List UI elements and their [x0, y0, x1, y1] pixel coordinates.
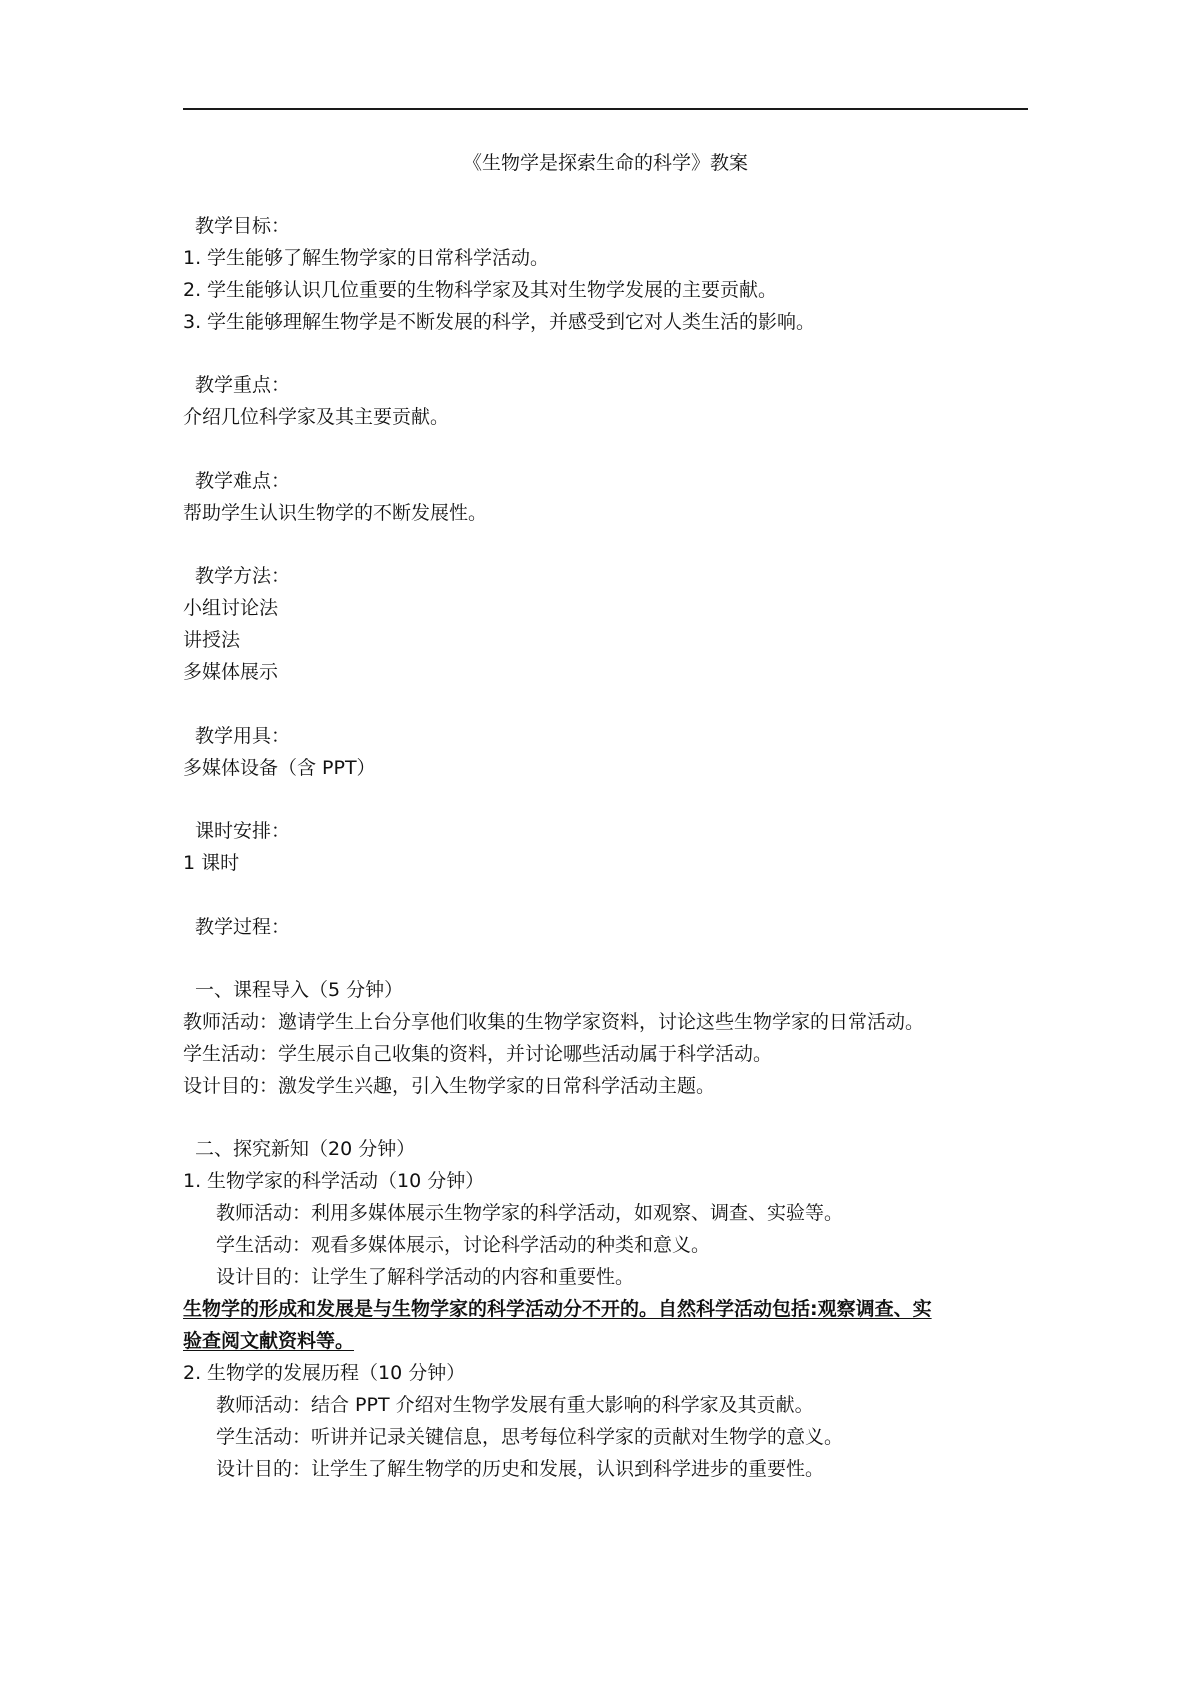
key-statement-line-1: 生物学的形成和发展是与生物学家的科学活动分不开的。自然科学活动包括:观察调查、实 — [183, 1298, 932, 1320]
part-2-student: 学生活动：听讲并记录关键信息，思考每位科学家的贡献对生物学的意义。 — [216, 1426, 844, 1448]
objective-number: 2. — [183, 279, 202, 301]
difficulty-text: 帮助学生认识生物学的不断发展性。 — [183, 502, 488, 524]
key-point-heading: 教学重点： — [195, 374, 291, 396]
objective-number: 1. — [183, 247, 202, 269]
methods-heading: 教学方法： — [195, 565, 291, 587]
section-1-heading: 一、课程导入（5 分钟） — [195, 979, 404, 1001]
method-item: 小组讨论法 — [183, 597, 279, 619]
part-title: 生物学的发展历程（10 分钟） — [207, 1362, 466, 1384]
objectives-heading: 教学目标： — [195, 215, 291, 237]
section-1-student: 学生活动：学生展示自己收集的资料，并讨论哪些活动属于科学活动。 — [183, 1043, 773, 1065]
section-2-heading: 二、探究新知（20 分钟） — [195, 1138, 416, 1160]
objective-text: 学生能够认识几位重要的生物科学家及其对生物学发展的主要贡献。 — [207, 279, 778, 301]
objective-item — [183, 244, 1043, 272]
method-item: 多媒体展示 — [183, 661, 279, 683]
section-1-purpose: 设计目的：激发学生兴趣，引入生物学家的日常科学活动主题。 — [183, 1075, 716, 1097]
part-1-teacher: 教师活动：利用多媒体展示生物学家的科学活动，如观察、调查、实验等。 — [216, 1202, 844, 1224]
objective-item — [183, 308, 1043, 336]
document-title: 《生物学是探索生命的科学》教案 — [462, 152, 748, 174]
tools-heading: 教学用具： — [195, 725, 291, 747]
objective-item — [183, 276, 1043, 304]
part-2-purpose: 设计目的：让学生了解生物学的历史和发展，认识到科学进步的重要性。 — [216, 1458, 825, 1480]
schedule-text: 1 课时 — [183, 852, 240, 874]
header-rule — [183, 108, 1028, 110]
part-number: 2. — [183, 1362, 202, 1384]
key-point-text: 介绍几位科学家及其主要贡献。 — [183, 406, 450, 428]
tools-text: 多媒体设备（含 PPT） — [183, 757, 376, 779]
part-1-purpose: 设计目的：让学生了解科学活动的内容和重要性。 — [216, 1266, 635, 1288]
part-title: 生物学家的科学活动（10 分钟） — [207, 1170, 485, 1192]
process-heading: 教学过程： — [195, 916, 291, 938]
schedule-heading: 课时安排： — [195, 820, 291, 842]
method-item: 讲授法 — [183, 629, 241, 651]
part-1-student: 学生活动：观看多媒体展示，讨论科学活动的种类和意义。 — [216, 1234, 711, 1256]
objective-text: 学生能够理解生物学是不断发展的科学，并感受到它对人类生活的影响。 — [207, 311, 816, 333]
key-statement-line-2: 验查阅文献资料等。 — [183, 1330, 355, 1352]
part-2-teacher: 教师活动：结合 PPT 介绍对生物学发展有重大影响的科学家及其贡献。 — [216, 1394, 814, 1416]
section-1-teacher: 教师活动：邀请学生上台分享他们收集的生物学家资料，讨论这些生物学家的日常活动。 — [183, 1011, 925, 1033]
difficulty-heading: 教学难点： — [195, 470, 291, 492]
section-2-part-1-title — [183, 1167, 1043, 1195]
objective-text: 学生能够了解生物学家的日常科学活动。 — [207, 247, 550, 269]
part-number: 1. — [183, 1170, 202, 1192]
objective-number: 3. — [183, 311, 202, 333]
section-2-part-2-title — [183, 1359, 1043, 1387]
